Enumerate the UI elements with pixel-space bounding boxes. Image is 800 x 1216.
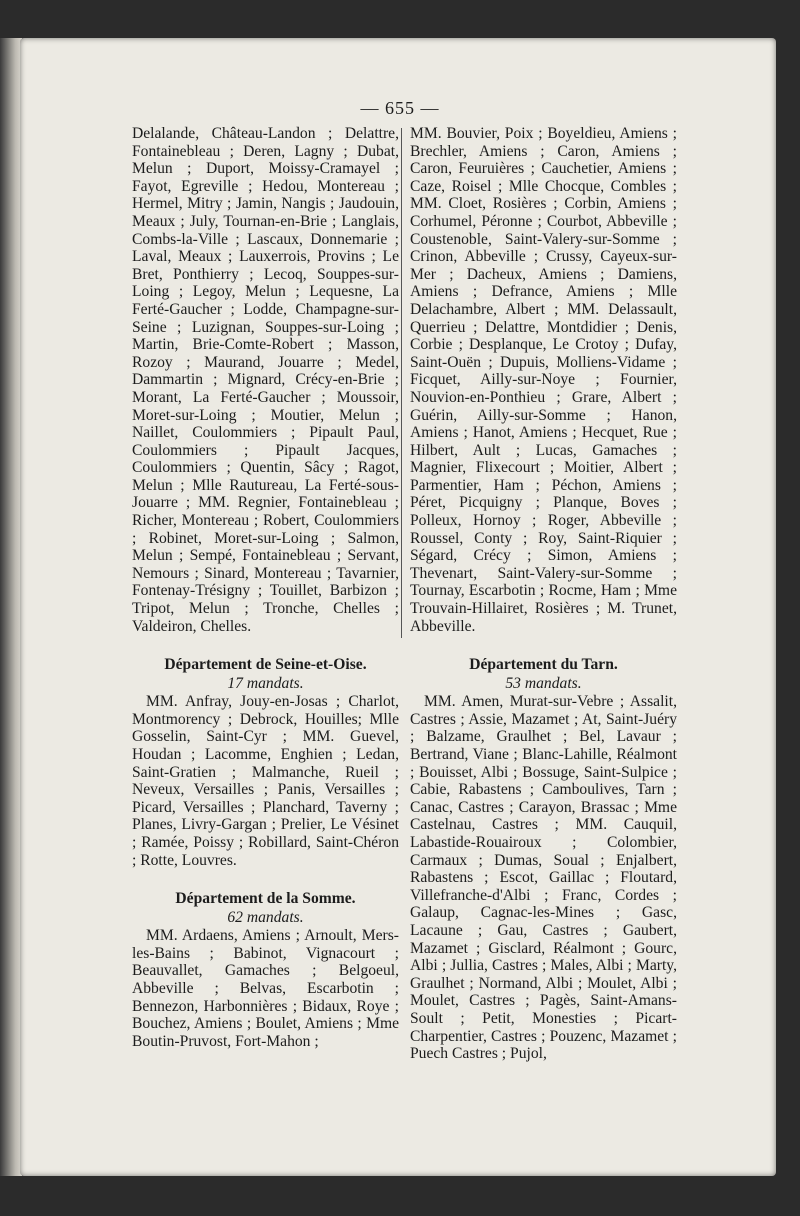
mandats-count-somme: 62 mandats.: [227, 909, 304, 927]
section-somme: [132, 889, 399, 1050]
section-text-somme: MM. Ardaens, Amiens ; Arnoult, Mers-les-Bains ; Babinot, Vignacourt ; Beauvallet, Gamaches ; Belgoeul, Abbeville ; Belvas, Escarbotin ; Bennezon, Harbonnières ; Bidaux, Roye ; Bouchez, Amiens ; Boulet, Amiens ; Mme Boutin-Pruvost, Fort-Mahon ;: [132, 927, 399, 1050]
page-number: — 655 —: [360, 98, 440, 118]
section-title-seine-et-oise: Département de Seine-et-Oise.: [164, 656, 367, 674]
seine-et-marne-continuation: Delalande, Château-Landon ; Delattre, Fontainebleau ; Deren, Lagny ; Dubat, Melun ; Duport, Moissy-Cramayel ; Fayot, Egreville ; Hedou, Montereau ; Hermel, Mitry ; Jamin, Nangis ; Jaudouin, Meaux ; July, Tournan-en-Brie ; Langlais, Combs-la-Ville ; Lascaux, Donnemarie ; Laval, Meaux ; Lauxerrois, Provins ; Le Bret, Ponthierry ; Lecoq, Souppes-sur-Loing ; Legoy, Melun ; Lequesne, La Ferté-Gaucher ; Lodde, Champagne-sur-Seine ; Luzignan, Souppes-sur-Loing ; Martin, Brie-Comte-Robert ; Masson, Rozoy ; Maurand, Jouarre ; Medel, Dammartin ; Mignard, Crécy-en-Brie ; Morant, La Ferté-Gaucher ; Moussoir, Moret-sur-Loing ; Moutier, Melun ; Naillet, Coulommiers ; Pipault Paul, Coulommiers ; Pipault Jacques, Coulommiers ; Quentin, Sâcy ; Ragot, Melun ; Mlle Rautureau, La Ferté-sous-Jouarre ; MM. Regnier, Fontainebleau ; Richer, Montereau ; Robert, Coulommiers ; Robinet, Moret-sur-Loing ; Salmon, Melun ; Sempé, Fontainebleau ; Servant, Nemours ; Sinard, Montereau ; Tavarnier, Fontenay-Trésigny ; Touillet, Barbizon ; Tripot, Melun ; Tronche, Chelles ; Valdeiron, Chelles.: [132, 125, 399, 635]
somme-continuation: MM. Bouvier, Poix ; Boyeldieu, Amiens ; Brechler, Amiens ; Caron, Amiens ; Caron, Feuruières ; Cauchetier, Amiens ; Caze, Roisel ; Mlle Chocque, Combles ; MM. Cloet, Rosières ; Corbin, Amiens ; Corhumel, Péronne ; Courbot, Abbeville ; Coustenoble, Saint-Valery-sur-Somme ; Crinon, Abbeville ; Crussy, Cayeux-sur-Mer ; Dacheux, Amiens ; Damiens, Amiens ; Defrance, Amiens ; Mlle Delachambre, Albert ; MM. Delassault, Querrieu ; Delattre, Montdidier ; Denis, Corbie ; Desplanque, Le Crotoy ; Dufay, Saint-Ouën ; Dupuis, Molliens-Vidame ; Ficquet, Ailly-sur-Noye ; Fournier, Nouvion-en-Ponthieu ; Grare, Albert ; Guérin, Ailly-sur-Somme ; Hanon, Amiens ; Hanot, Amiens ; Hecquet, Rue ; Hilbert, Ault ; Lucas, Gamaches ; Magnier, Flixecourt ; Moitier, Albert ; Parmentier, Ham ; Péchon, Amiens ; Péret, Picquigny ; Planque, Boves ; Polleux, Hornoy ; Roger, Abbeville ; Roussel, Conty ; Roy, Saint-Riquier ; Ségard, Crécy ; Simon, Amiens ; Thevenart, Saint-Valery-sur-Somme ; Tournay, Escarbotin ; Rocme, Ham ; Mme Trouvain-Hillairet, Rosières ; M. Trunet, Abbeville.: [410, 125, 677, 635]
section-text-seine-et-oise: MM. Anfray, Jouy-en-Josas ; Charlot, Montmorency ; Debrock, Houilles; Mlle Gosselin, Saint-Cyr ; MM. Guevel, Houdan ; Lacomme, Enghien ; Ledan, Saint-Gratien ; Malmanche, Rueil ; Neveux, Versailles ; Panis, Versailles ; Picard, Versailles ; Planchard, Taverny ; Planes, Livry-Gargan ; Prelier, Le Vésinet ; Ramée, Poissy ; Robillard, Saint-Chéron ; Rotte, Louvres.: [132, 693, 399, 869]
section-title-tarn: Département du Tarn.: [469, 656, 618, 674]
section-text-tarn: MM. Amen, Murat-sur-Vebre ; Assalit, Castres ; Assie, Mazamet ; At, Saint-Juéry ; Balzame, Graulhet ; Bel, Lavaur ; Bertrand, Viane ; Blanc-Lahille, Réalmont ; Bouisset, Albi ; Bossuge, Saint-Sulpice ; Cabie, Rabastens ; Camboulives, Tarn ; Canac, Castres ; Carayon, Brassac ; Mme Castelnau, Castres ; MM. Cauquil, Labastide-Rouairoux ; Colombier, Carmaux ; Dumas, Soual ; Enjalbert, Rabastens ; Escot, Gaillac ; Floutard, Villefranche-d'Albi ; Franc, Cordes ; Galaup, Cagnac-les-Mines ; Gasc, Lacaune ; Gau, Castres ; Gaubert, Mazamet ; Gisclard, Réalmont ; Gourc, Albi ; Jullia, Castres ; Males, Albi ; Marty, Graulhet ; Normand, Albi ; Moulet, Albi ; Moulet, Castres ; Pagès, Saint-Amans-Soult ; Petit, Monesties ; Picart-Charpentier, Castres ; Pouzenc, Mazamet ; Puech Castres ; Pujol,: [410, 693, 677, 1063]
book-spine: [0, 38, 22, 1176]
right-column: [410, 125, 677, 1063]
column-divider: [401, 128, 402, 638]
section-seine-et-oise: [132, 655, 399, 869]
left-column: [132, 125, 399, 1050]
mandats-count-seine-et-oise: 17 mandats.: [227, 675, 304, 693]
section-title-somme: Département de la Somme.: [175, 890, 356, 908]
mandats-count-tarn: 53 mandats.: [505, 675, 582, 693]
section-tarn: [410, 655, 677, 1062]
